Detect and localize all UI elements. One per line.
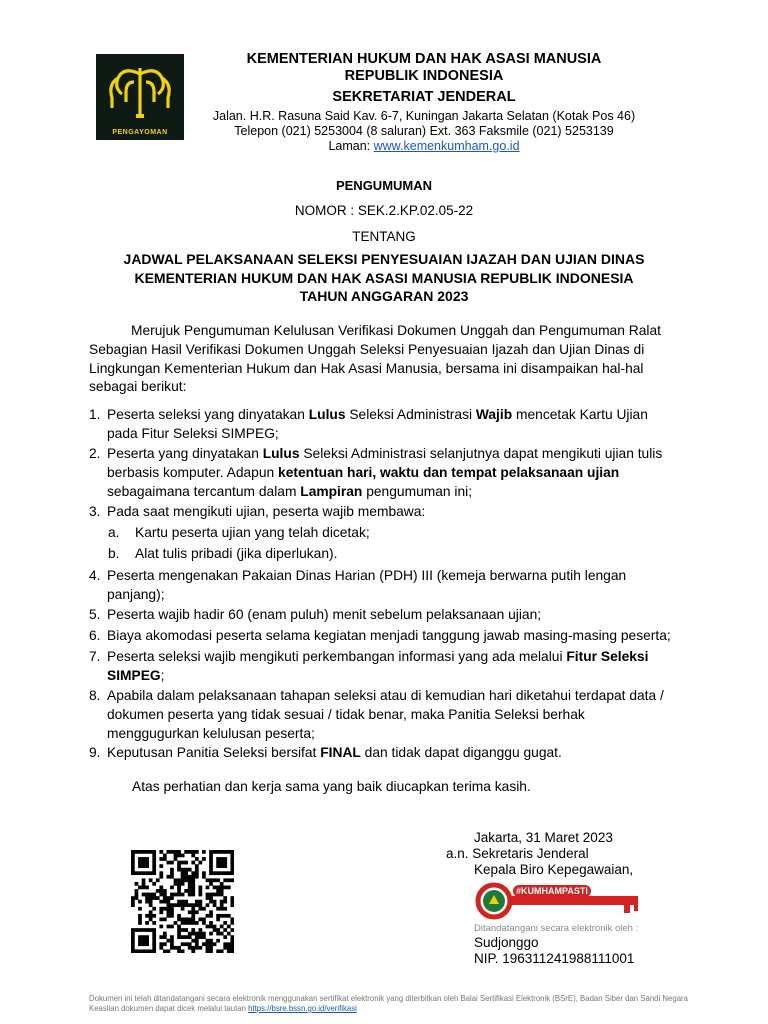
address-line: Jalan. H.R. Rasuna Said Kav. 6-7, Kuningan Jakarta Selatan (Kotak Pos 46) [212,109,636,123]
list-item-6: 6. Biaya akomodasi peserta selama kegiatan menjadi tanggung jawab masing-masing peserta; [89,628,671,643]
announcement-heading: PENGUMUMAN [335,178,433,193]
intro-line-1: Merujuk Pengumuman Kelulusan Verifikasi Dokumen Unggah dan Pengumuman Ralat [131,323,661,338]
footer-line-2: Keaslian dokumen dapat dicek melalui tautan https://bsre.bssn.go.id/verifikasi [89,1004,357,1013]
list-item-1: 1. Peserta seleksi yang dinyatakan Lulus Seleksi Administrasi Wajib mencetak Kartu Ujian pada Fitur Seleksi SIMPEG; [89,407,648,441]
website-label: Laman: [328,139,374,153]
title-line-1: JADWAL PELAKSANAAN SELEKSI PENYESUAIAN IJAZAH DAN UJIAN DINAS [123,251,645,267]
title-line-3: TAHUN ANGGARAN 2023 [299,288,469,304]
place-date: Jakarta, 31 Maret 2023 [474,830,613,845]
verification-link[interactable]: https://bsre.bssn.go.id/verifikasi [248,1004,357,1013]
country-name: REPUBLIK INDONESIA [344,68,504,84]
intro-paragraph [89,322,687,397]
document-number: NOMOR : SEK.2.KP.02.05-22 [294,203,474,218]
intro-line-2: Sebagian Hasil Verifikasi Dokumen Unggah Seleksi Penyesuaian Ijazah dan Ujian Dinas di [89,341,645,357]
closing-sentence: Atas perhatian dan kerja sama yang baik diucapkan terima kasih. [132,779,531,794]
intro-line-3: Lingkungan Kementerian Hukum dan Hak Asasi Manusia, bersama ini disampaikan hal-hal [89,360,644,376]
unit-name: SEKRETARIAT JENDERAL [332,89,516,105]
website-link[interactable]: www.kemenkumham.go.id [373,139,520,153]
on-behalf-of: a.n. Sekretaris Jenderal [446,846,589,861]
footer-line-1: Dokumen ini telah ditandatangani secara elektronik menggunakan sertifikat elektronik yang diterbitkan oleh Balai Sertifikasi Elektronik (BSrE), Badan Siber dan Sandi Negara [89,994,688,1003]
electronic-signature-note: Ditandatangani secara elektronik oleh : [474,923,639,934]
verification-qr-code [131,850,234,953]
list-item-2: 2. Peserta yang dinyatakan Lulus Seleksi Administrasi selanjutnya dapat mengikuti ujian tulis berbasis komputer. Adapun ketentuan hari, waktu dan tempat pelaksanaan ujian sebagaimana tercantum dalam Lampiran pengumuman ini; [89,446,663,499]
kumhampasti-badge [474,882,660,920]
list-item-7: 7. Peserta seleksi wajib mengikuti perkembangan informasi yang ada melalui Fitur Seleksi SIMPEG; [89,649,649,683]
phone-line: Telepon (021) 5253004 (8 saluran) Ext. 363 Faksmile (021) 5253139 [234,124,614,138]
list-item-9: 9. Keputusan Panitia Seleksi bersifat FINAL dan tidak dapat diganggu gugat. [89,745,562,760]
title-line-2: KEMENTERIAN HUKUM DAN HAK ASASI MANUSIA REPUBLIK INDONESIA [134,269,634,286]
ministry-logo [96,54,184,140]
logo-caption: PENGAYOMAN [112,129,168,136]
signer-nip: NIP. 196311241988111001 [474,951,635,966]
badge-hashtag: #KUMHAMPASTI [513,885,591,897]
list-item-3: 3. Pada saat mengikuti ujian, peserta wajib membawa: [89,504,426,519]
signer-position: Kepala Biro Kepegawaian, [474,862,634,877]
list-subitem-a: a. Kartu peserta ujian yang telah dicetak; [108,525,370,540]
ministry-name: KEMENTERIAN HUKUM DAN HAK ASASI MANUSIA [246,51,602,67]
intro-line-4: sebagai berikut: [89,379,187,395]
about-label: TENTANG [352,229,416,244]
signer-name: Sudjonggo [474,935,539,950]
list-item-8: 8. Apabila dalam pelaksanaan tahapan seleksi atau di kemudian hari diketahui terdapat data / dokumen peserta yang tidak sesuai / tidak benar, maka Panitia Seleksi berhak menggugurkan kelulusan peserta; [89,688,664,741]
list-item-4: 4. Peserta mengenakan Pakaian Dinas Harian (PDH) III (kemeja berwarna putih lengan panjang); [89,568,627,602]
list-item-5: 5. Peserta wajib hadir 60 (enam puluh) menit sebelum pelaksanaan ujian; [89,607,542,622]
document-title [80,250,688,306]
list-subitem-b: b. Alat tulis pribadi (jika diperlukan). [108,546,338,561]
pengayoman-tree-icon [96,54,184,140]
website-line [196,139,652,154]
